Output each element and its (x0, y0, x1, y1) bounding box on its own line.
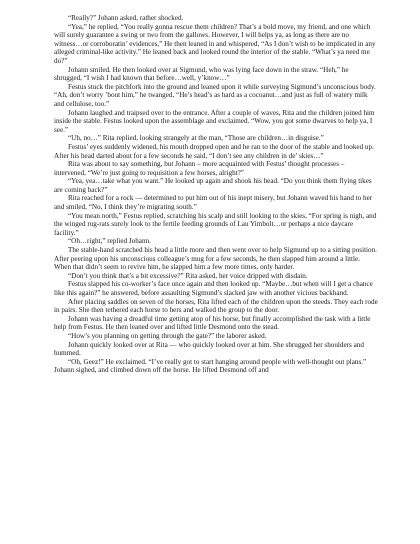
paragraph: Johann laughed and traipsed over to the entrance. After a couple of waves, Rita and the children joined him inside the stable. Festus looked upon the assemblage and exclaimed. “Wow, you got some dwarves to help ya, I see.” (54, 108, 375, 134)
paragraph: Festus’ eyes suddenly widened, his mouth dropped open and he ran to the door of the stable and looked up. After his head darted about for a few seconds he said, “I don’t see any children in de’ skies…” (54, 142, 374, 160)
paragraph: “Uh, no…” Rita replied, looking strangely at the man, “Those are children…in disguise.” (68, 134, 324, 143)
paragraph: “Oh, Geez!” He exclaimed. “I’ve really got to start hanging around people with well-thought out plans.” Johann sighed, and climbed down off the horse. He lifted Desmond off and (54, 357, 367, 375)
paragraph: Johann was having a dreadful time getting atop of his horse, but finally accomplished the task with a little help from Festus. He then leaned over and lifted little Desmond onto the stead. (54, 314, 371, 332)
paragraph: Johann smiled. He then looked over at Sigmund, who was lying face down in the straw. “Heh,” he shrugged, “I wish I had known that before…well, y’know…” (54, 65, 349, 83)
paragraph: “Don’t you think that’s a bit excessive?” Rita asked, her voice dripped with disdain. (68, 271, 308, 280)
paragraph: “Yea,” he replied, “You really gonna rescue them children? That’s a bold move, my friend, and one which will surely guarantee a swing or two from the gallows. However, I will helps ya, as long as there are no witness…or corroboratin’ evidences,” He then leaned in and whispered, “As I don’t wish to be implicated in any alleged criminal-like activity.” He leaned back and looked round the interior of the stable. “What’s ya need me do?” (54, 22, 376, 65)
paragraph: After placing saddles on seven of the horses, Rita lifted each of the children upon the steeds. They each rode in pairs. She then tethered each horse to hers and walked the group to the door. (54, 297, 378, 315)
paragraph: Johann quickly looked over at Rita — who quickly looked over at him. She shrugged her shoulders and hummed. (54, 340, 364, 358)
paragraph: Rita was about to say something, but Johann – more acquainted with Festus’ thought processes – intervened, “We’re just going to requisition a few horses, alright?” (54, 160, 345, 177)
paragraph: “How’s you planning on getting through the gate?” the laborer asked. (68, 331, 267, 340)
paragraph: The stable-hand scratched his head a little more and then went over to help Sigmund up to a sitting position. After peering upon his unconscious colleague’s mug for a few seconds, he then slapped him around a little. When that didn’t seem to revive him, he slapped him a few more times, only harder. (54, 246, 377, 272)
paragraph: “You mean north,” Festus replied, scratching his scalp and still looking to the skies, “For spring is nigh, and the winged rug-rats surely look to the fertile feeding grounds of Lau Yimbolt…or perhaps a nice daycare facility.” (54, 211, 377, 237)
paragraph: “Yea, yea…take what you want.” He looked up again and shook his head. “Do you think them flying tikes are coming back?” (54, 177, 372, 194)
paragraph: “Oh…right,” replied Johann. (68, 237, 151, 246)
paragraph: Festus stuck the pitchfork into the ground and leaned upon it while surveying Sigmund’s unconscious body. “Ah, don’t worry ’bout him,” he twanged, “He’s head’s as hard as a cocoanut…and just as full of watery milk and cellulose, too.” (54, 82, 376, 108)
paragraph: “Really?” Johann asked, rather shocked. (68, 14, 184, 22)
paragraph: Rita reached for a rock — determined to put him out of his inept misery, but Johann waved his hand to her and smiled, “No, I think they’re migrating south.” (54, 194, 373, 212)
paragraph: Festus slapped his co-worker’s face once again and then looked up. “Maybe…but when will I get a chance like this again?” he answered, before assaulting Sigmund’s slacked jaw with another vicious backhand. (54, 280, 373, 297)
